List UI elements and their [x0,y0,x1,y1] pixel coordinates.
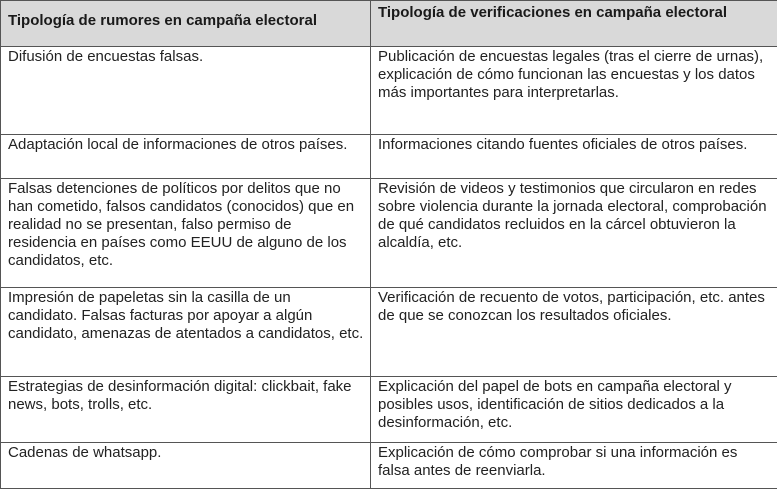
table-row [1,135,777,179]
table-row [1,179,777,288]
table-row [1,377,777,443]
verification-cell: Verificación de recuento de votos, participación, etc. antes de que se conozcan los resultados oficiales. [371,287,777,376]
rumor-cell: Adaptación local de informaciones de otros países. [1,135,371,179]
rumor-cell: Impresión de papeletas sin la casilla de un candidato. Falsas facturas por apoyar a algún candidato, amenazas de atentados a candidatos, etc. [1,287,371,376]
table-row [1,287,777,376]
rumor-cell: Falsas detenciones de políticos por delitos que no han cometido, falsos candidatos (conocidos) que en realidad no se presentan, falso permiso de residencia en países como EEUU de alguno de los candidatos, etc. [1,179,371,288]
header-row [1,1,777,47]
table-header [1,1,777,47]
table-row [1,47,777,135]
table-body [1,47,777,489]
header-verificaciones: Tipología de verificaciones en campaña electoral [371,1,777,47]
verification-cell: Explicación de cómo comprobar si una información es falsa antes de reenviarla. [371,442,777,488]
header-rumores: Tipología de rumores en campaña electoral [1,1,371,47]
rumor-cell: Cadenas de whatsapp. [1,442,371,488]
rumor-cell: Difusión de encuestas falsas. [1,47,371,135]
verification-cell: Publicación de encuestas legales (tras el cierre de urnas), explicación de cómo funcionan las encuestas y los datos más importantes para interpretarlas. [371,47,777,135]
rumor-cell: Estrategias de desinformación digital: clickbait, fake news, bots, trolls, etc. [1,377,371,443]
verification-cell: Informaciones citando fuentes oficiales de otros países. [371,135,777,179]
table-row [1,442,777,488]
verification-cell: Explicación del papel de bots en campaña electoral y posibles usos, identificación de sitios dedicados a la desinformación, etc. [371,377,777,443]
verification-cell: Revisión de videos y testimonios que circularon en redes sobre violencia durante la jornada electoral, comprobación de qué candidatos recluidos en la cárcel obtuvieron la alcaldía, etc. [371,179,777,288]
